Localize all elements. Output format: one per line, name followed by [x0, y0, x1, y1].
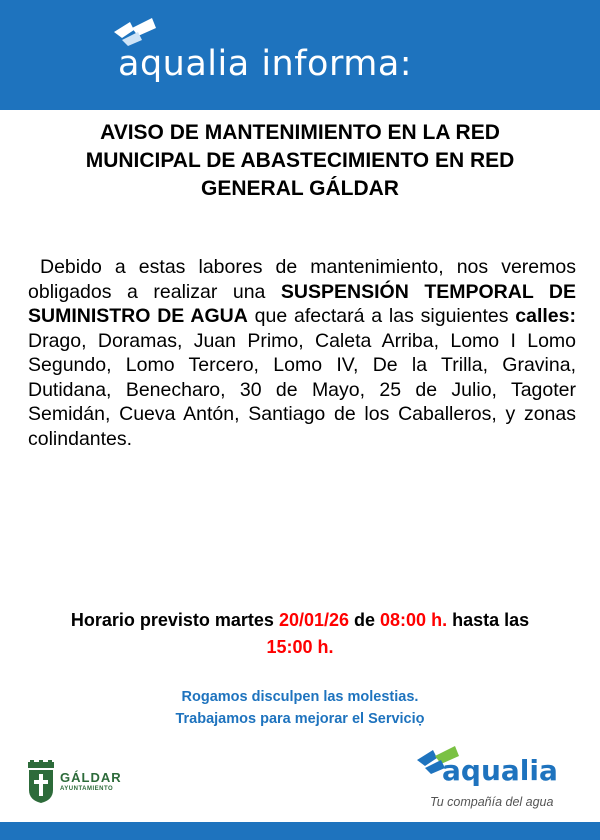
closing-line: Rogamos disculpen las molestias.	[181, 689, 419, 705]
suspension-text: SUSPENSIÓN TEMPORAL DE SUMINISTRO DE AGUA	[28, 280, 576, 327]
galdar-name: GÁLDAR	[60, 770, 122, 785]
aqualia-tagline: Tu compañía del agua	[430, 795, 554, 809]
galdar-shield-icon	[26, 760, 56, 804]
title-line: GENERAL GÁLDAR	[201, 177, 399, 200]
schedule-prefix: Horario previsto martes	[70, 610, 279, 630]
closing-line: Trabajamos para mejorar el Serviciọ	[175, 711, 425, 727]
body-text: que afectará a las siguientes	[247, 305, 516, 327]
body-text: Debido a estas labores de mantenimiento, nos veremos obligados a realizar una	[28, 256, 576, 303]
notice-body	[28, 255, 576, 451]
schedule-date: 20/01/26	[278, 610, 350, 630]
galdar-logo	[26, 760, 136, 810]
schedule-start: 08:00 h.	[380, 610, 448, 630]
title-line: AVISO DE MANTENIMIENTO EN LA RED	[100, 121, 500, 144]
closing-message	[100, 686, 500, 730]
streets-label: calles:	[515, 305, 576, 327]
schedule-hasta: hasta las	[447, 610, 530, 630]
aqualia-logo-word: aqualia	[442, 754, 558, 787]
header-banner	[0, 0, 600, 110]
schedule	[20, 607, 580, 661]
schedule-end: 15:00 h.	[266, 637, 334, 657]
schedule-de: de	[349, 610, 381, 630]
galdar-sub: AYUNTAMIENTO	[60, 786, 114, 792]
title-line: MUNICIPAL DE ABASTECIMIENTO EN RED	[85, 149, 515, 172]
streets-list: Drago, Doramas, Juan Primo, Caleta Arriba, Lomo I Lomo Segundo, Lomo Tercero, Lomo IV, De la Trilla, Gravina, Dutidana, Benecharo, 30 de Mayo, 25 de Julio, Tagoter Semidán, Cueva Antón, Santiago de los Caballeros, y zonas colindantes.	[28, 329, 576, 450]
footer-bar	[0, 822, 600, 840]
header-title: aqualia informa:	[118, 44, 413, 84]
notice-title	[30, 119, 570, 203]
